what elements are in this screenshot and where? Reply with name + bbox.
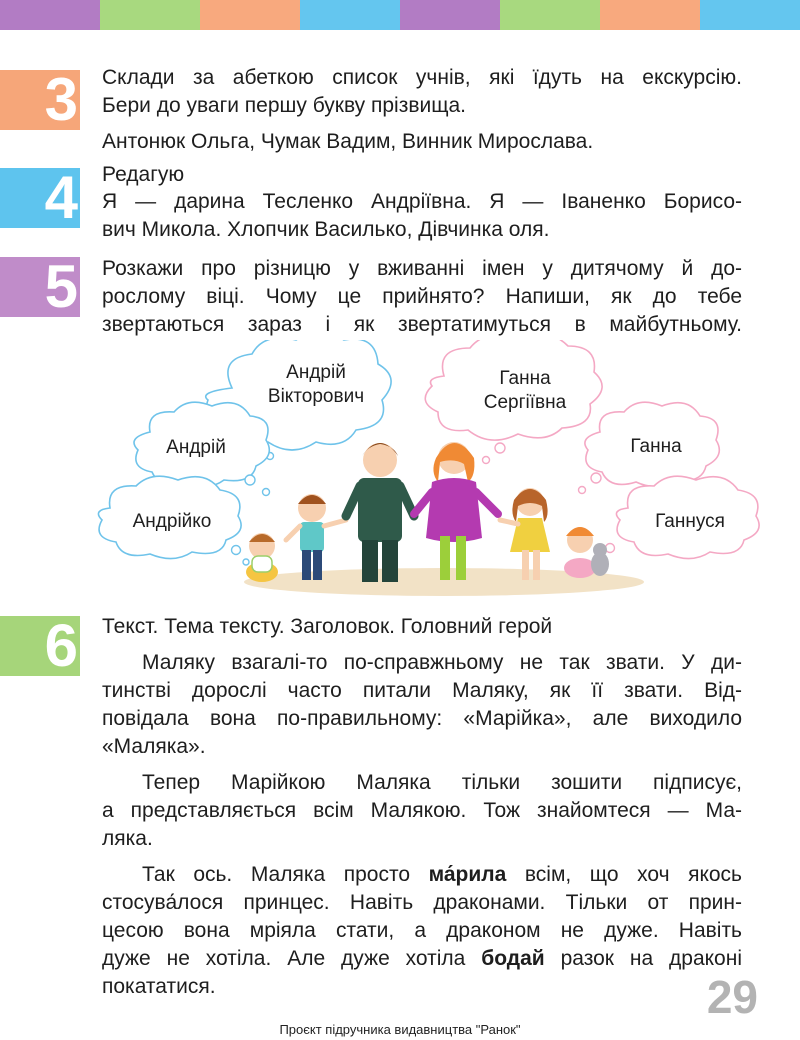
task-4-line: вич Микола. Хлопчик Василько, Дівчинка оля. (102, 218, 550, 241)
text-paragraph-1 (102, 649, 742, 761)
color-segment (0, 0, 100, 30)
text-line: Маляку взагалі-то по-справжньому не так звати. У ди- (142, 651, 742, 674)
task-5-line: рослому віці. Чому це прийнято? Напиши, як до тебе (102, 285, 742, 308)
color-segment (300, 0, 400, 30)
bubble-text: Ганнуся (655, 511, 725, 532)
bubble-hannusia (597, 476, 759, 563)
task-3-names-list: Антонюк Ольга, Чумак Вадим, Винник Мирослава. (102, 130, 594, 153)
text-paragraph-2 (102, 769, 742, 853)
top-color-bar (0, 0, 800, 30)
text-line: стосува́лося принцес. Навіть драконами. Тільки от прин- (102, 891, 742, 914)
task-number-3: 3 (0, 70, 80, 130)
task-number-4: 4 (0, 168, 80, 228)
girl-figure (500, 488, 550, 580)
text-line: «Маляка». (102, 735, 206, 758)
task-4-line: Я — дарина Тесленко Андріївна. Я — Іваненко Борисо- (102, 190, 742, 213)
text-line (102, 945, 742, 973)
footer-publisher-note: Проєкт підручника видавництва "Ранок" (279, 1022, 521, 1037)
task-3 (102, 64, 742, 156)
task-3-line: Склади за абеткою список учнів, які їдуть на екскурсію. (102, 66, 742, 89)
task-5-line: Розкажи про різницю у вживанні імен у дитячому й до- (102, 257, 742, 280)
boy-figure (286, 494, 346, 580)
family-figures (246, 442, 609, 582)
text-run: всім, що хоч якось (506, 863, 742, 886)
task-3-line: Бери до уваги першу букву прізвища. (102, 94, 467, 117)
baby-boy-figure (246, 533, 278, 582)
color-segment (500, 0, 600, 30)
text-line (102, 861, 742, 889)
bubble-andriiko (98, 476, 249, 565)
task-number-5: 5 (0, 257, 80, 317)
bubble-text: Андрій (166, 437, 226, 458)
text-line: а представляється всім Малякою. Тож знайомтеся — Ма- (102, 799, 742, 822)
text-line: Тепер Марійкою Маляка тільки зошити підписує, (142, 771, 742, 794)
bubble-text: Вікторович (267, 386, 365, 407)
task-4-title: Редагую (102, 163, 185, 186)
bold-word-marila: ма́рила (428, 863, 507, 886)
color-segment (400, 0, 500, 30)
text-line: тинстві дорослі часто питали Маляку, як її звати. Від- (102, 679, 742, 702)
task-5-line: звертаються зараз і як звертатимуться в майбутньому. (102, 313, 742, 336)
text-run: разок на драконі (544, 947, 742, 970)
text-line: повідала вона по-правильному: «Марійка», але виходило (102, 707, 742, 730)
task-number-6: 6 (0, 616, 80, 676)
task-6 (102, 613, 742, 1001)
task-4 (102, 162, 742, 244)
bubble-text: Ганна (499, 368, 551, 389)
color-segment (700, 0, 800, 30)
father-figure (346, 443, 414, 582)
color-segment (600, 0, 700, 30)
task-6-title: Текст. Тема тексту. Заголовок. Головний герой (102, 615, 553, 638)
text-run: Так ось. Маляка просто (142, 863, 429, 886)
color-segment (200, 0, 300, 30)
text-line: покататися. (102, 975, 216, 998)
family-names-illustration (0, 340, 800, 600)
baby-girl-figure (564, 527, 609, 578)
bubble-text: Андрійко (132, 511, 212, 532)
color-segment (100, 0, 200, 30)
page-number: 29 (706, 971, 758, 1023)
text-paragraph-3 (102, 861, 742, 1001)
bubble-text: Ганна (630, 436, 682, 457)
text-line: цесою вона мріяла стати, а драконом не дуже. Навіть (102, 919, 742, 942)
bubble-text: Сергіївна (483, 392, 567, 413)
bold-word-bodai: бодай (481, 947, 545, 970)
text-run: дуже не хотіла. Але дуже хотіла (102, 947, 482, 970)
bubble-text: Андрій (286, 362, 346, 383)
text-line: ляка. (102, 827, 153, 850)
task-5 (102, 255, 742, 339)
